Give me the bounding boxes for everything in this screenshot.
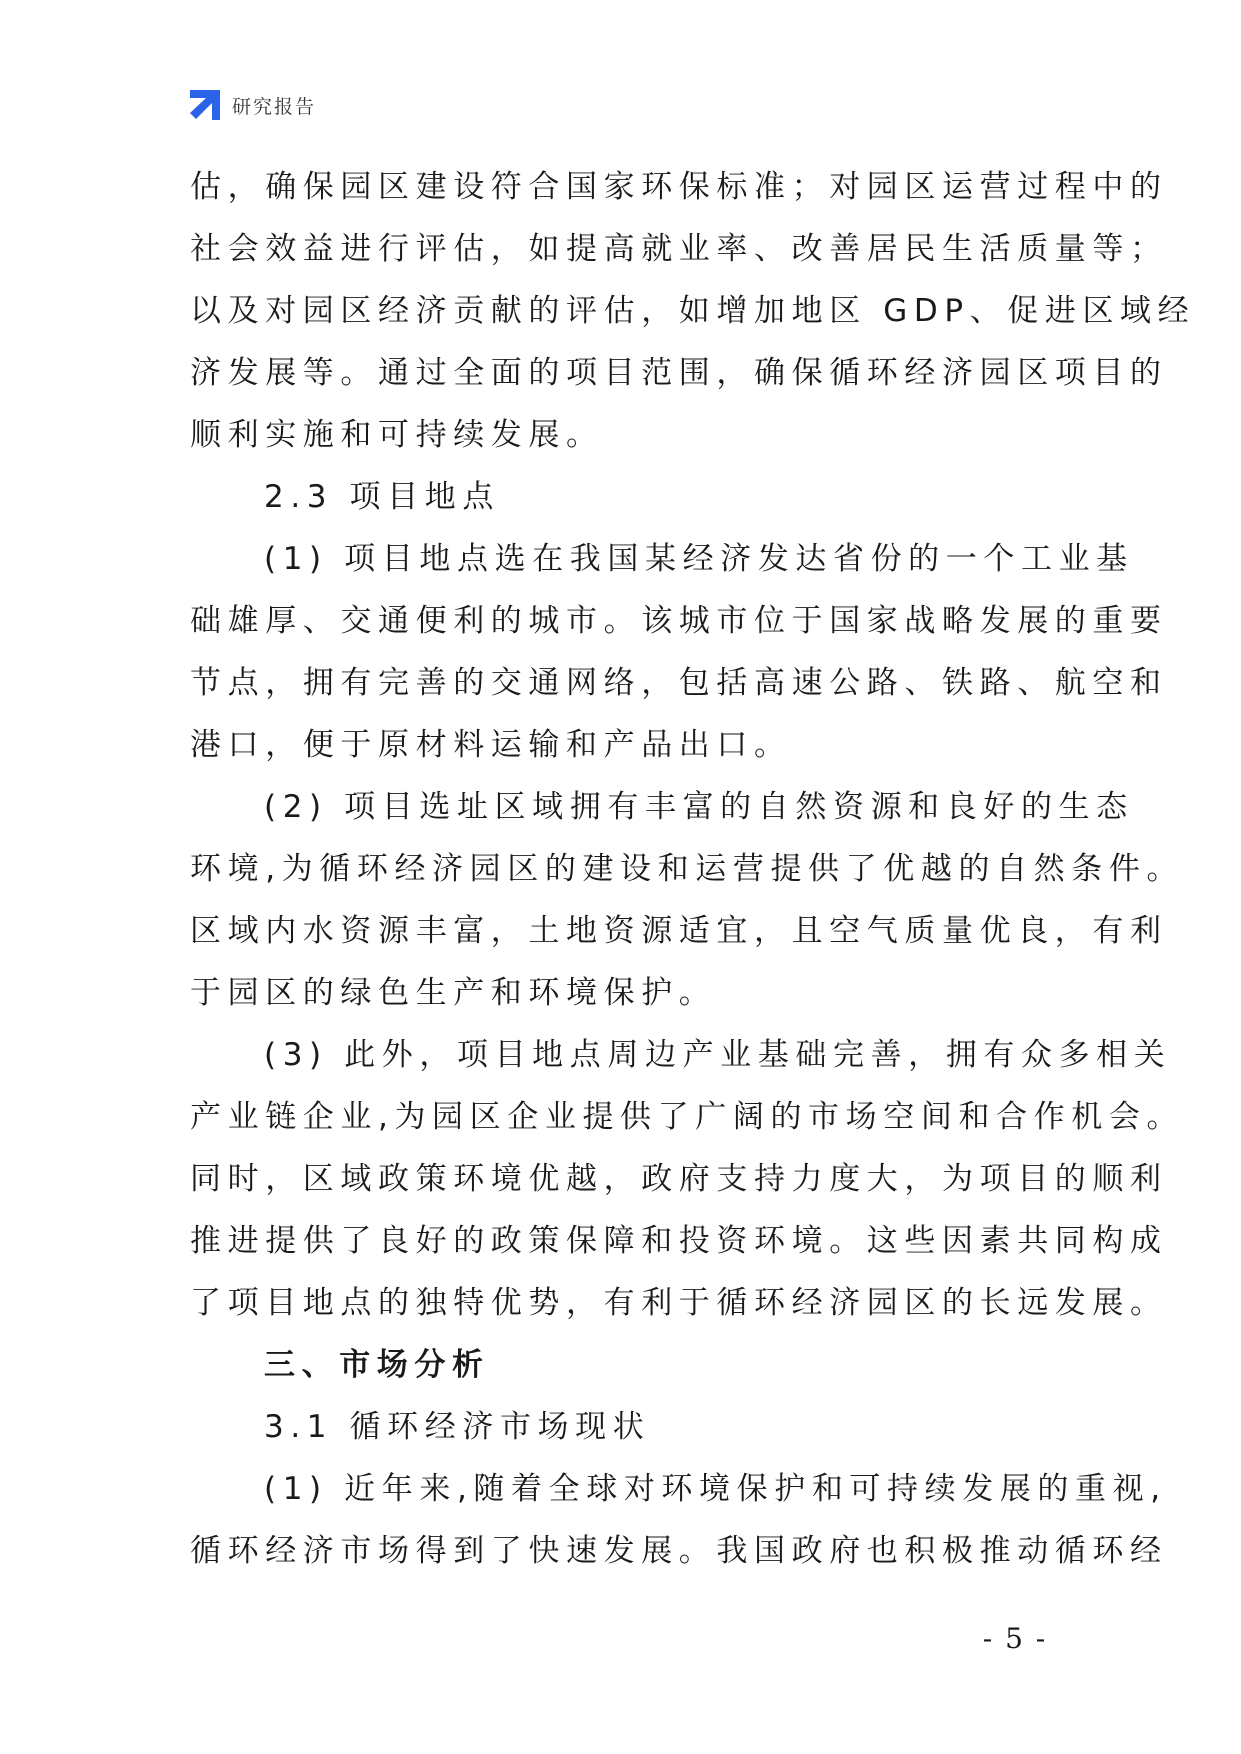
text-line: 循环经济市场得到了快速发展。我国政府也积极推动循环经 (190, 1533, 1168, 1569)
text-line: 同时，区域政策环境优越，政府支持力度大，为项目的顺利 (190, 1161, 1168, 1197)
text-line: (2) 项目选址区域拥有丰富的自然资源和良好的生态 (264, 789, 1134, 825)
text-line: 节点，拥有完善的交通网络，包括高速公路、铁路、航空和 (190, 665, 1168, 701)
report-logo-icon (190, 90, 220, 120)
page-number: - 5 - (982, 1622, 1048, 1655)
page-header (190, 88, 316, 122)
text-line: 推进提供了良好的政策保障和投资环境。这些因素共同构成 (190, 1223, 1168, 1259)
text-line: 了项目地点的独特优势，有利于循环经济园区的长远发展。 (190, 1285, 1168, 1321)
text-line: (1) 项目地点选在我国某经济发达省份的一个工业基 (264, 541, 1134, 577)
text-line: (1) 近年来,随着全球对环境保护和可持续发展的重视, (264, 1471, 1167, 1507)
section-heading-3-1: 3.1 循环经济市场现状 (264, 1409, 651, 1445)
text-line: 济发展等。通过全面的项目范围，确保循环经济园区项目的 (190, 355, 1168, 391)
text-line: 础雄厚、交通便利的城市。该城市位于国家战略发展的重要 (190, 603, 1168, 639)
text-line: 产业链企业,为园区企业提供了广阔的市场空间和合作机会。 (190, 1099, 1185, 1135)
text-line: 区域内水资源丰富，土地资源适宜，且空气质量优良，有利 (190, 913, 1168, 949)
section-heading-3: 三、市场分析 (264, 1347, 490, 1383)
header-label: 研究报告 (232, 95, 317, 118)
text-line: 于园区的绿色生产和环境保护。 (190, 975, 717, 1011)
text-line: 顺利实施和可持续发展。 (190, 417, 604, 453)
text-line: (3) 此外，项目地点周边产业基础完善，拥有众多相关 (264, 1037, 1172, 1073)
section-heading-2-3: 2.3 项目地点 (264, 479, 500, 515)
document-body (190, 156, 1196, 1582)
text-line: 环境,为循环经济园区的建设和运营提供了优越的自然条件。 (190, 851, 1185, 887)
text-line: 以及对园区经济贡献的评估，如增加地区 GDP、促进区域经 (190, 293, 1196, 329)
text-line: 社会效益进行评估，如提高就业率、改善居民生活质量等； (190, 231, 1168, 267)
text-line: 港口，便于原材料运输和产品出口。 (190, 727, 792, 763)
text-line: 估，确保园区建设符合国家环保标准；对园区运营过程中的 (190, 169, 1168, 205)
